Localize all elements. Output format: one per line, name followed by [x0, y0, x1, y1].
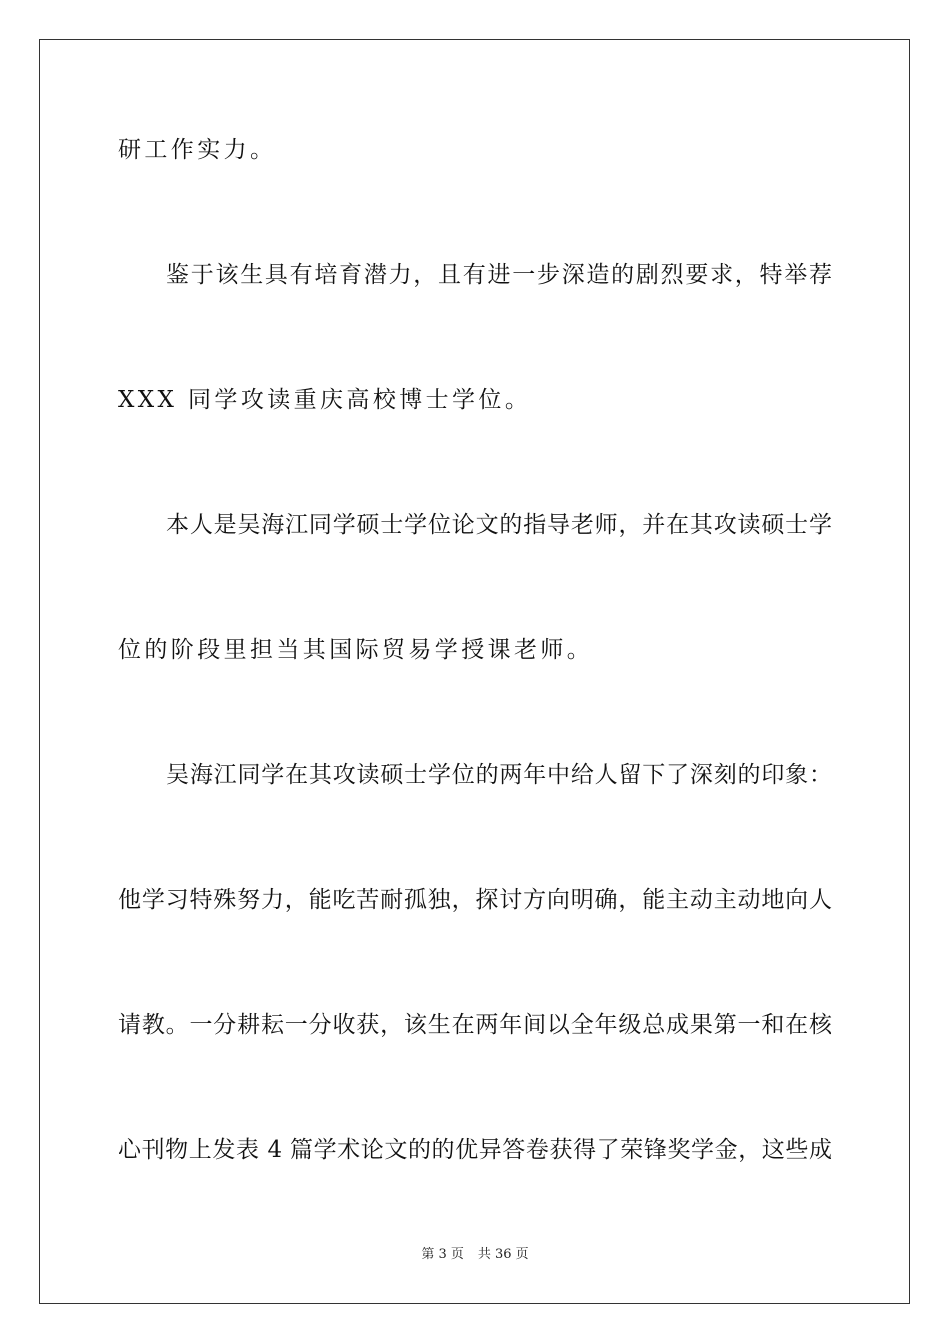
text-line-5: 位的阶段里担当其国际贸易学授课老师。	[118, 637, 594, 663]
text-line-8: 请教。一分耕耘一分收获，该生在两年间以全年级总成果第一和在核	[118, 1012, 832, 1038]
text-line-7: 他学习特殊努力，能吃苦耐孤独，探讨方向明确，能主动主动地向人	[118, 887, 832, 913]
text-line-2: 鉴于该生具有培育潜力，且有进一步深造的剧烈要求，特举荐	[166, 262, 832, 288]
text-line-3: XXX 同学攻读重庆高校博士学位。	[118, 387, 532, 413]
page-number: 第 3 页	[421, 1247, 464, 1262]
page-frame	[39, 39, 910, 1304]
text-line-6: 吴海江同学在其攻读硕士学位的两年中给人留下了深刻的印象：	[166, 762, 832, 788]
text-line-9: 心刊物上发表 4 篇学术论文的的优异答卷获得了荣锋奖学金，这些成	[118, 1137, 832, 1163]
text-line-1: 研工作实力。	[118, 137, 277, 163]
page-footer	[0, 1246, 950, 1264]
page-total: 共 36 页	[477, 1247, 529, 1262]
text-line-4: 本人是吴海江同学硕士学位论文的指导老师，并在其攻读硕士学	[166, 512, 832, 538]
